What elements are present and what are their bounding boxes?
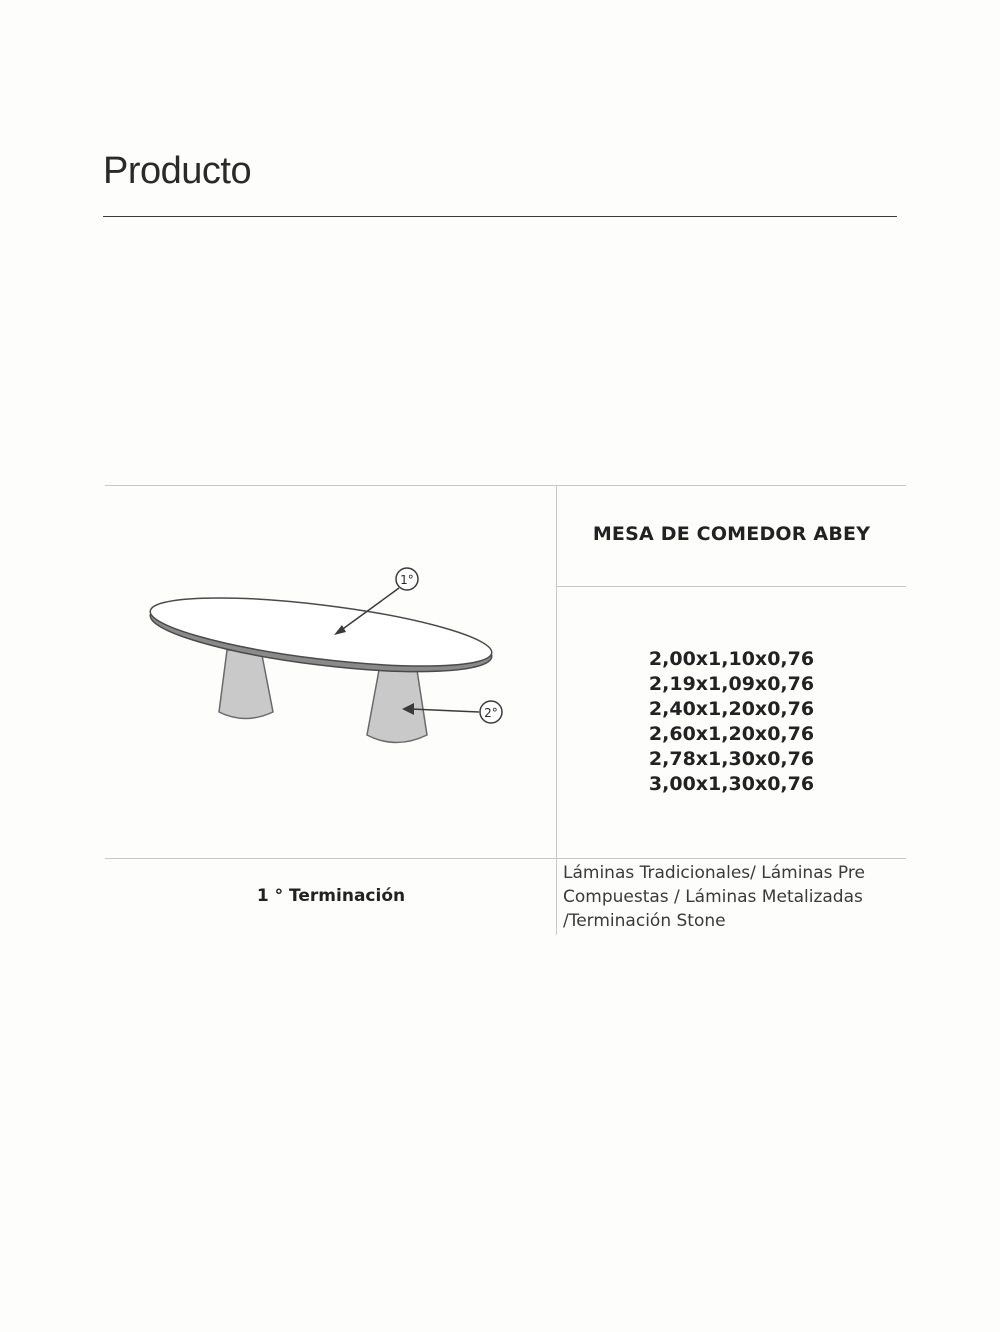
product-name: MESA DE COMEDOR ABEY	[592, 523, 871, 545]
table-top-border	[105, 485, 906, 486]
size-list	[557, 647, 906, 797]
right-leg-shape	[367, 670, 427, 743]
product-spec-table	[105, 485, 906, 935]
page-title: Producto	[103, 150, 252, 192]
size-item: 2,78x1,30x0,76	[648, 748, 815, 770]
table-drawing	[135, 555, 535, 755]
left-leg-shape	[219, 650, 273, 719]
finish-row-divider	[105, 858, 906, 859]
size-item: 3,00x1,30x0,76	[648, 773, 815, 795]
heading-divider	[103, 216, 897, 217]
size-item: 2,40x1,20x0,76	[648, 698, 815, 720]
callout-2-label: 2°	[484, 706, 498, 720]
size-item: 2,19x1,09x0,76	[648, 673, 815, 695]
size-item: 2,60x1,20x0,76	[648, 723, 815, 745]
size-item: 2,00x1,10x0,76	[648, 648, 815, 670]
callout-1-label: 1°	[400, 573, 414, 587]
finish-label: 1 ° Terminación	[256, 886, 406, 906]
finish-value: Láminas Tradicionales/ Láminas Pre Compuestas / Láminas Metalizadas /Terminación Stone	[563, 863, 865, 931]
name-row-divider	[557, 586, 906, 587]
